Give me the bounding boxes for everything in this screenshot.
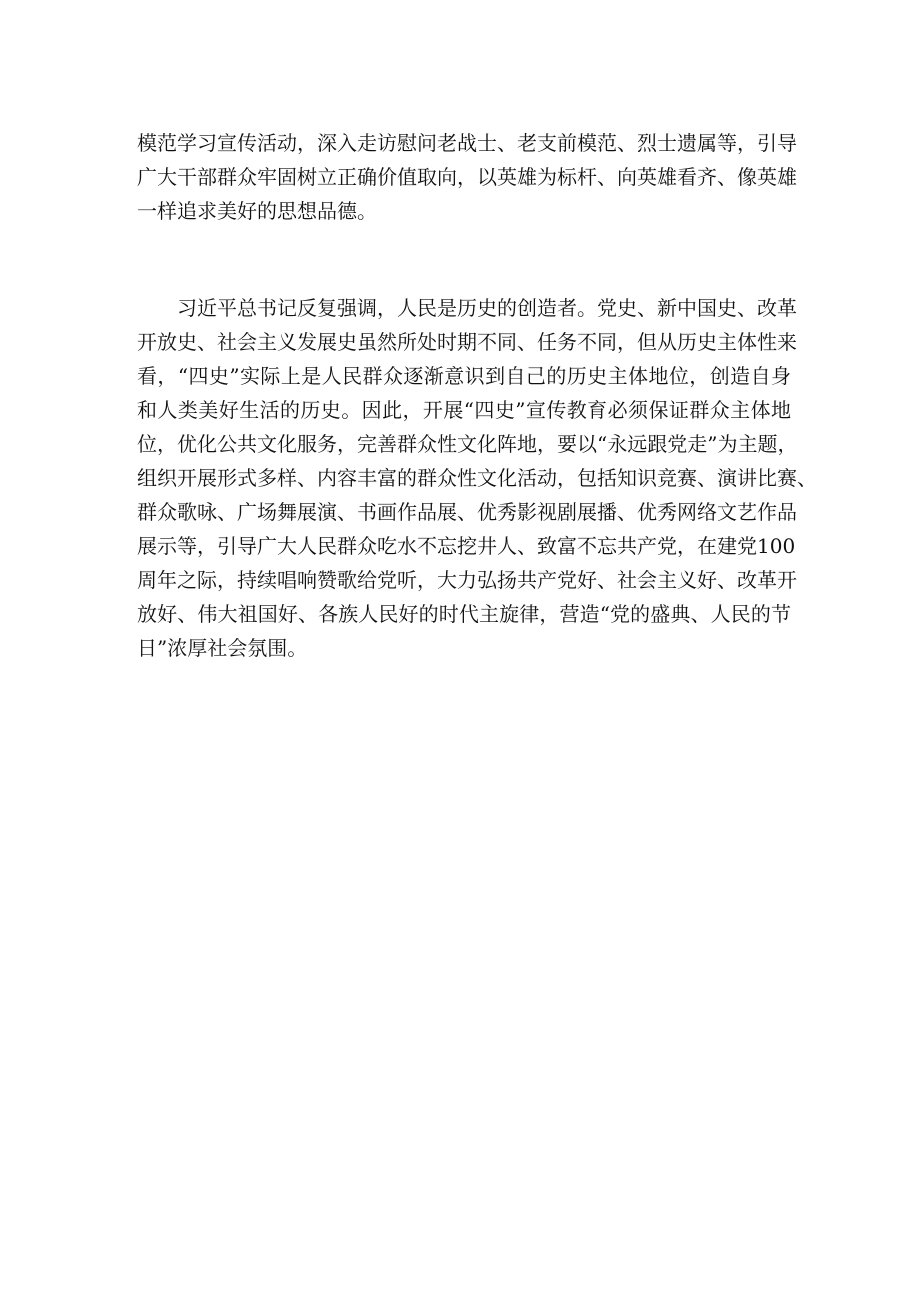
paragraph-line: 周年之际，持续唱响赞歌给党听，大力弘扬共产党好、社会主义好、改革开 — [137, 568, 797, 592]
paragraph-line: 广大干部群众牢固树立正确价值取向，以英雄为标杆、向英雄看齐、像英雄 — [137, 165, 797, 189]
paragraph-line: 位，优化公共文化服务，完善群众性文化阵地，要以“永远跟党走”为主题， — [137, 432, 798, 456]
paragraph-line: 习近平总书记反复强调，人民是历史的创造者。党史、新中国史、改革 — [177, 296, 797, 320]
paragraph-line: 模范学习宣传活动，深入走访慰问老战士、老支前模范、烈士遗属等，引导 — [137, 131, 797, 155]
paragraph-line: 展示等，引导广大人民群众吃水不忘挖井人、致富不忘共产党，在建党100 — [137, 534, 796, 558]
paragraph-line: 群众歌咏、广场舞展演、书画作品展、优秀影视剧展播、优秀网络文艺作品 — [137, 500, 797, 524]
paragraph-1 — [137, 126, 797, 228]
paragraph-line: 开放史、社会主义发展史虽然所处时期不同、任务不同，但从历史主体性来 — [137, 330, 797, 354]
paragraph-line: 组织开展形式多样、内容丰富的群众性文化活动，包括知识竞赛、演讲比赛、 — [137, 466, 817, 490]
paragraph-line: 放好、伟大祖国好、各族人民好的时代主旋律，营造“党的盛典、人民的节 — [137, 602, 791, 626]
paragraph-line: 一样追求美好的思想品德。 — [137, 199, 377, 223]
paragraph-line: 看，“四史”实际上是人民群众逐渐意识到自己的历史主体地位，创造自身 — [137, 364, 791, 388]
paragraph-line: 日”浓厚社会氛围。 — [137, 636, 308, 660]
paragraph-line: 和人类美好生活的历史。因此，开展“四史”宣传教育必须保证群众主体地 — [137, 398, 791, 422]
paragraph-2 — [137, 291, 817, 665]
